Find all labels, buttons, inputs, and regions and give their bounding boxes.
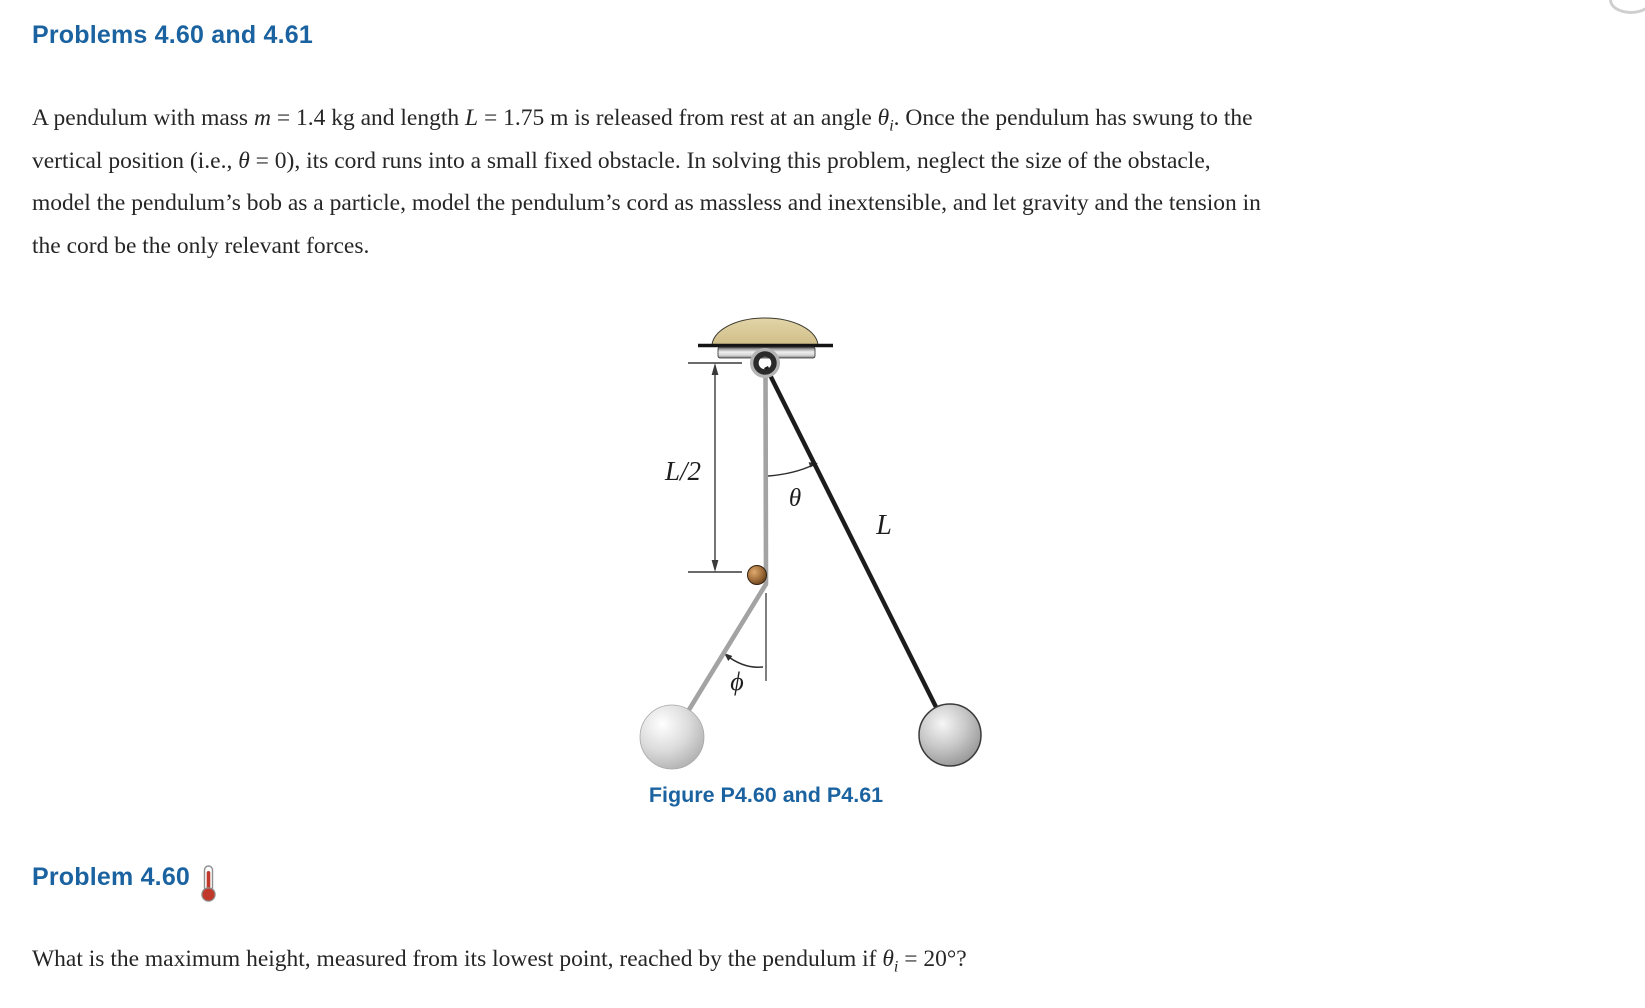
problem-heading-row [32,863,217,907]
label-theta: θ [788,485,802,512]
cord-swung [766,367,950,735]
cord-vertical-bent [676,371,766,731]
bob-left [640,705,704,769]
bob-right [919,704,981,766]
label-phi: ϕ [730,667,744,696]
theta-arc [768,465,813,476]
figure-caption: Figure P4.60 and P4.61 [648,783,884,807]
corner-artifact [1609,0,1645,14]
label-cord-length: L [876,510,892,541]
label-l-half: L/2 [664,456,702,486]
problem-statement: A pendulum with mass m = 1.4 kg and length L = 1.75 m is released from rest at an angle $\theta_i$. Once the pendulum has swung to the vertical position (i.e., θ = 0), its cord runs into a small fixed obstacle. In solving this problem, neglect the size of the obstacle, model the pendulum’s bob as a particle, model the pendulum’s cord as massless and inextensible, and let gravity and the tension in the cord be the only relevant forces. [32,105,1261,260]
question-text: What is the maximum height, measured from its lowest point, reached by the pendulum if $\theta_i = 20^\circ$? [32,946,967,976]
pendulum-figure [598,293,1022,817]
ceiling-dome [712,318,818,346]
problem-title: Problem 4.60 [32,863,191,891]
dimension-arrow-up [712,363,719,375]
dimension-arrow-down [712,560,719,572]
pendulum-figure-svg [598,293,1022,817]
page-title: Problems 4.60 and 4.61 [32,21,313,49]
obstacle-peg [748,566,767,585]
thermometer-icon [200,865,217,909]
